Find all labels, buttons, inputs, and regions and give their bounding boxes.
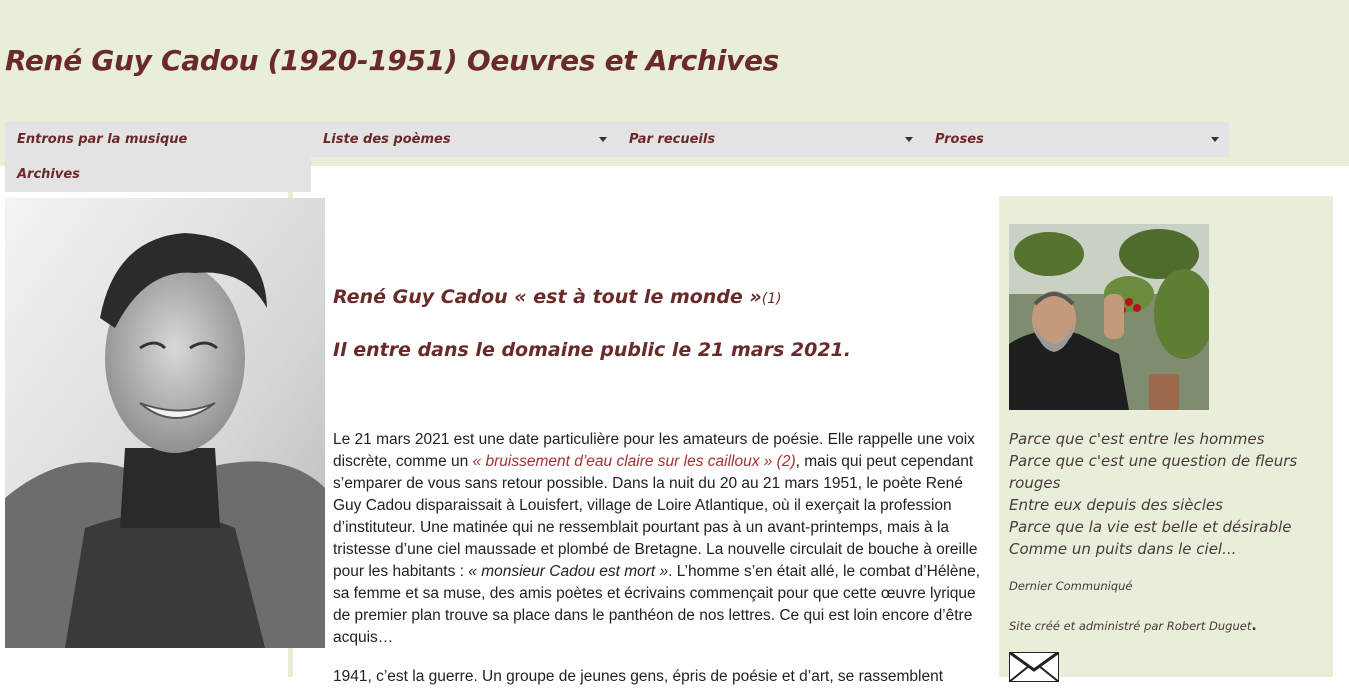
nav-item-label: Par recueils [629, 132, 716, 147]
envelope-icon[interactable] [1009, 652, 1059, 682]
nav-item-label: Entrons par la musique [17, 132, 188, 147]
poem-excerpt [1009, 428, 1309, 560]
headline-primary [333, 286, 782, 308]
paragraph-text: Le 21 mars 2021 est une date particulière pour les amateurs de poésie. Elle rappelle une voix discrète, comme un [333, 431, 975, 470]
site-title[interactable]: René Guy Cadou (1920-1951) Oeuvres et Archives [5, 44, 780, 77]
main-nav [5, 122, 1229, 157]
caret-down-icon [1211, 137, 1219, 142]
poem-line: Parce que la vie est belle et désirable [1009, 518, 1292, 536]
quote-text: « monsieur Cadou est mort » [468, 563, 669, 580]
headline-secondary: Il entre dans le domaine public le 21 mars 2021. [333, 339, 851, 361]
credit-text: Site créé et administré par Robert Duguet [1009, 619, 1252, 633]
poem-line: Parce que c'est entre les hommes [1009, 430, 1265, 448]
nav-item-recueils[interactable] [617, 122, 923, 157]
portrait-photo [5, 198, 325, 648]
article-paragraph [333, 429, 983, 649]
nav-item-label: Proses [935, 132, 984, 147]
nav-item-archives[interactable] [5, 157, 311, 192]
nav-item-label: Archives [17, 167, 80, 182]
poem-line: Entre eux depuis des siècles [1009, 496, 1223, 514]
poem-line: Comme un puits dans le ciel... [1009, 540, 1237, 558]
article-paragraph-2: 1941, c’est la guerre. Un groupe de jeunes gens, épris de poésie et d’art, se rassemblent [333, 668, 944, 685]
nav-item-label: Liste des poèmes [323, 132, 451, 147]
paragraph-text: . L’homme s’en était allé, le combat d’Hélène, sa femme et sa muse, des amis poètes et écrivains commençait pour que cette œuvre lyrique de premier plan trouve sa place dans le panthéon de nos lettres. Ce qui est loin encore d’être acquis… [333, 563, 981, 646]
footnote-ref-1[interactable]: (1) [761, 291, 782, 307]
site-credit [1009, 618, 1257, 634]
caret-down-icon [905, 137, 913, 142]
quote-link[interactable]: « bruissement d’eau claire sur les cailloux » (2) [472, 453, 796, 470]
nav-item-liste-poemes[interactable] [311, 122, 617, 157]
nav-item-proses[interactable] [923, 122, 1229, 157]
poem-line: Parce que c'est une question de fleurs rouges [1009, 452, 1298, 492]
dernier-communique-link[interactable]: Dernier Communiqué [1009, 579, 1133, 593]
nav-item-musique[interactable] [5, 122, 311, 157]
sidebar [999, 196, 1333, 677]
paragraph-text: , mais qui peut cependant s’emparer de vous sans retour possible. Dans la nuit du 20 au 21 mars 1951, le poète René Guy Cadou disparaissait à Louisfert, village de Loire Atlantique, où il exerçait la profession d’instituteur. Une matinée qui ne ressemblait pourtant pas à un avant-printemps, mais à la tristesse d’une ciel maussade et plombé de Bretagne. La nouvelle circulait de bouche à oreille pour les habitants : [333, 453, 978, 580]
caret-down-icon [599, 137, 607, 142]
credit-end: . [1251, 618, 1257, 634]
site-header [0, 0, 1349, 166]
author-photo [1009, 224, 1209, 410]
headline-text: René Guy Cadou « est à tout le monde » [333, 286, 762, 308]
